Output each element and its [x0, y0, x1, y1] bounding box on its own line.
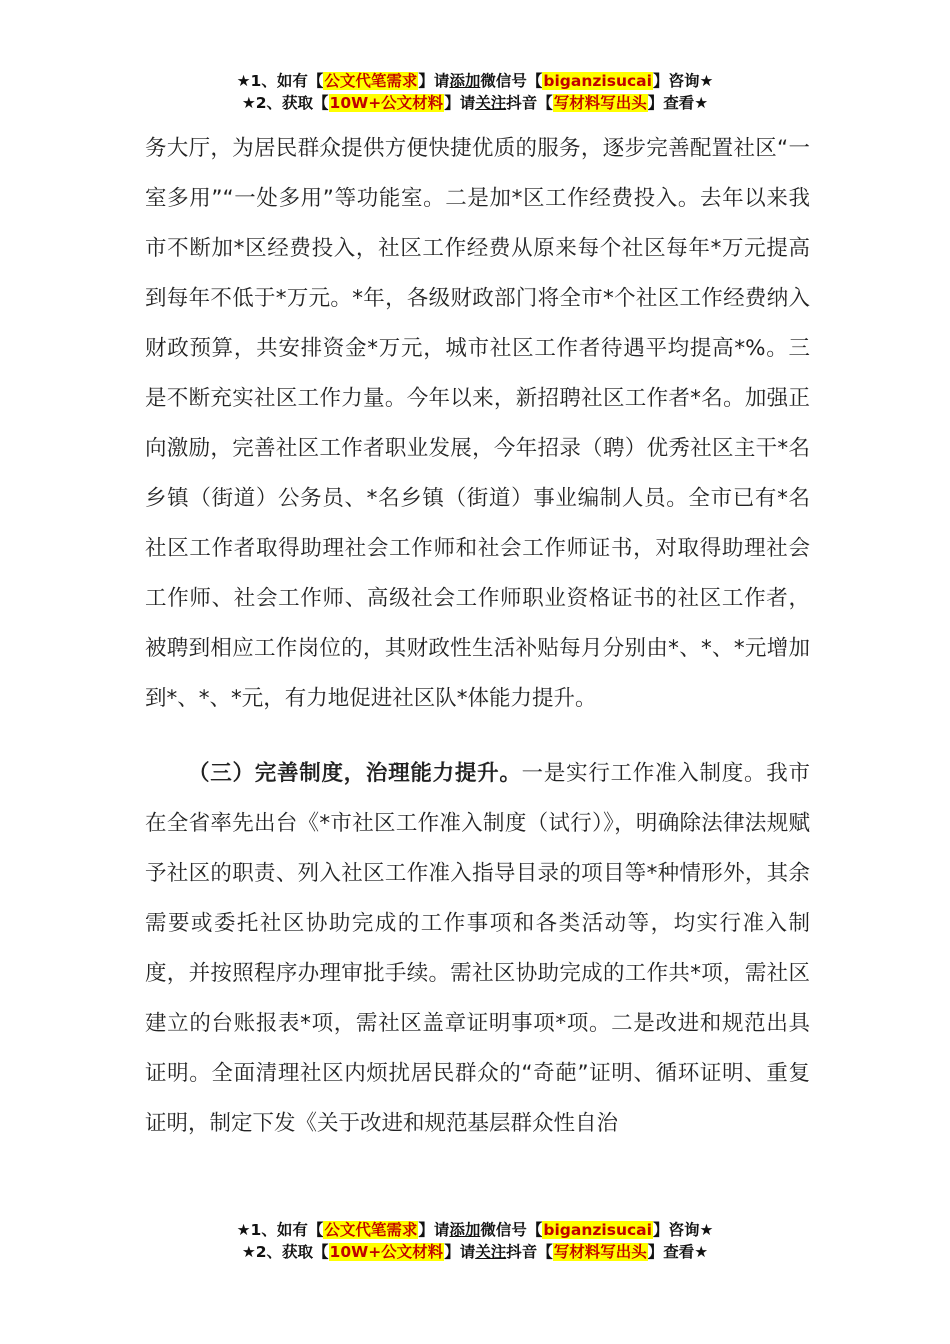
banner-underlined: 添加: [449, 1221, 481, 1239]
banner-text: ★2、获取【: [241, 1243, 329, 1261]
document-body: [145, 124, 810, 1149]
banner-text: ★1、如有【: [236, 72, 324, 90]
banner-text: 】请: [418, 1221, 450, 1239]
header-banner-line-2: [0, 92, 950, 114]
banner-text: 】请: [418, 72, 450, 90]
banner-text: 微信号【: [480, 1221, 543, 1239]
banner-text: 】咨询★: [652, 72, 714, 90]
paragraph-2-text: 一是实行工作准入制度。我市在全省率先出台《*市社区工作准入制度（试行）》，明确除法律法规赋予社区的职责、列入社区工作准入指导目录的项目等*种情形外，其余需要或委托社区协助完成的工作事项和各类活动等，均实行准入制度，并按照程序办理审批手续。需社区协助完成的工作共*项，需社区建立的台账报表*项，需社区盖章证明事项*项。二是改进和规范出具证明。全面清理社区内烦扰居民群众的“奇葩”证明、循环证明、重复证明，制定下发《关于改进和规范基层群众性自治: [145, 761, 810, 1136]
banner-text: 】请: [444, 1243, 476, 1261]
banner-wechat-id: biganzisucai: [543, 1221, 652, 1239]
banner-text: 】查看★: [647, 94, 709, 112]
banner-text: 】请: [444, 94, 476, 112]
banner-text: 抖音【: [506, 94, 553, 112]
banner-underlined: 添加: [449, 72, 481, 90]
footer-banner: [0, 1219, 950, 1263]
footer-banner-line-1: [0, 1219, 950, 1241]
section-heading: （三）完善制度，治理能力提升。: [188, 761, 522, 786]
header-banner: [0, 70, 950, 114]
banner-text: 】查看★: [647, 1243, 709, 1261]
banner-wechat-id: biganzisucai: [543, 72, 652, 90]
banner-highlight: 10W+公文材料: [329, 94, 444, 112]
banner-text: 】咨询★: [652, 1221, 714, 1239]
banner-highlight: 10W+公文材料: [329, 1243, 444, 1261]
banner-text: ★1、如有【: [236, 1221, 324, 1239]
banner-douyin-id: 写材料写出头: [553, 94, 647, 112]
banner-text: 抖音【: [506, 1243, 553, 1261]
paragraph-1: 务大厅，为居民群众提供方便快捷优质的服务，逐步完善配置社区“一室多用”“一处多用”等功能室。二是加*区工作经费投入。去年以来我市不断加*区经费投入，社区工作经费从原来每个社区每年*万元提高到每年不低于*万元。*年，各级财政部门将全市*个社区工作经费纳入财政预算，共安排资金*万元，城市社区工作者待遇平均提高*%。三是不断充实社区工作力量。今年以来，新招聘社区工作者*名。加强正向激励，完善社区工作者职业发展，今年招录（聘）优秀社区主干*名乡镇（街道）公务员、*名乡镇（街道）事业编制人员。全市已有*名社区工作者取得助理社会工作师和社会工作师证书，对取得助理社会工作师、社会工作师、高级社会工作师职业资格证书的社区工作者，被聘到相应工作岗位的，其财政性生活补贴每月分别由*、*、*元增加到*、*、*元，有力地促进社区队*体能力提升。: [145, 136, 810, 711]
footer-banner-line-2: [0, 1241, 950, 1263]
banner-text: 微信号【: [480, 72, 543, 90]
header-banner-line-1: [0, 70, 950, 92]
banner-underlined: 关注: [475, 94, 507, 112]
banner-highlight: 公文代笔需求: [324, 1221, 418, 1239]
banner-douyin-id: 写材料写出头: [553, 1243, 647, 1261]
banner-text: ★2、获取【: [241, 94, 329, 112]
paragraph-2: [145, 749, 810, 1149]
banner-highlight: 公文代笔需求: [324, 72, 418, 90]
banner-underlined: 关注: [475, 1243, 507, 1261]
